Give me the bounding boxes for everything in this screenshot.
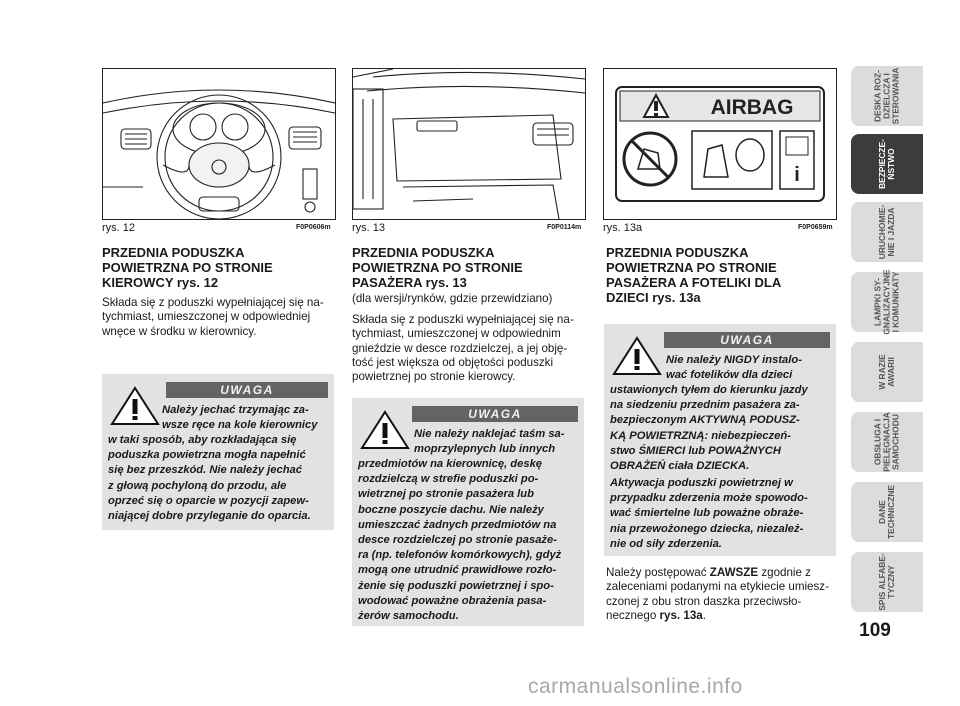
heading-line: PRZEDNIA PODUSZKA bbox=[606, 245, 749, 260]
page-number: 109 bbox=[859, 620, 891, 641]
warning-text bbox=[358, 457, 578, 624]
tab-dashboard-controls[interactable] bbox=[851, 66, 923, 126]
heading-line: PASAŻERA rys. 13 bbox=[352, 275, 467, 290]
warning-title: UWAGA bbox=[412, 406, 578, 422]
subheading-versions: (dla wersji/rynków, gdzie przewidziano) bbox=[352, 292, 553, 305]
tab-technical-data[interactable] bbox=[851, 482, 923, 542]
figure-code: F0P0659m bbox=[798, 224, 833, 231]
warning-text-lead bbox=[414, 427, 578, 457]
paragraph-driver-airbag bbox=[102, 296, 334, 339]
text-line: Należy jechać trzymając za- bbox=[162, 404, 309, 416]
text-line: gnieździe w desce rozdzielczej, a jej obję- bbox=[352, 341, 568, 355]
text-line: nie od siły zderzenia. bbox=[610, 537, 722, 550]
tab-label: OBSŁUGA I PIELĘGNACJA SAMOCHODU bbox=[872, 412, 901, 472]
text-line: umieszczać żadnych przedmiotów na bbox=[358, 518, 557, 531]
tab-warning-lights[interactable] bbox=[851, 269, 923, 335]
airbag-warning-label bbox=[604, 69, 836, 219]
warning-text-lead bbox=[162, 403, 328, 433]
text-span: necznego bbox=[606, 608, 657, 622]
tab-starting-driving[interactable] bbox=[851, 202, 923, 262]
text-line: żenie się poduszki powietrznej i spo- bbox=[358, 579, 554, 592]
text-line: Składa się z poduszki wypełniającej się na- bbox=[352, 313, 574, 326]
figure-reference: rys. 13a bbox=[659, 608, 703, 622]
figure-caption: rys. 13 bbox=[352, 222, 386, 234]
text-line: tychmiast, umieszczonej w odpowiednim bbox=[352, 327, 561, 341]
section-heading-driver-airbag bbox=[102, 245, 342, 290]
text-line: się bez przeszkód. Nie należy jechać bbox=[108, 464, 303, 477]
section-heading-passenger-airbag bbox=[352, 245, 592, 290]
paragraph-child-seats bbox=[606, 566, 838, 623]
text-line: bezpieczonym AKTYWNĄ PODUSZ- bbox=[610, 414, 800, 427]
text-line: ra (np. telefonów komórkowych), gdyż bbox=[358, 549, 562, 562]
tab-label: DESKA ROZ- DZIELCZA I STEROWANIA bbox=[872, 67, 901, 125]
text-line: stwo ŚMIERCI lub POWAŻNYCH bbox=[610, 444, 781, 457]
text-line: boczne poszycie dachu. Nie należy bbox=[358, 503, 544, 516]
warning-text-activation bbox=[610, 476, 830, 552]
warning-triangle-icon bbox=[110, 386, 160, 426]
paragraph-passenger-airbag bbox=[352, 313, 584, 384]
heading-line: DZIECI rys. 13a bbox=[606, 290, 701, 305]
figure-code: F0P0606m bbox=[296, 224, 331, 231]
text-line: KĄ POWIETRZNĄ: niebezpieczeń- bbox=[610, 429, 791, 442]
text-span: Należy postępować bbox=[606, 566, 707, 579]
text-line: Składa się z poduszki wypełniającej się na- bbox=[102, 296, 324, 309]
text-line: czonej z obu stron daszka przeciwsło- bbox=[606, 594, 802, 608]
text-line: żerów samochodu. bbox=[358, 610, 459, 623]
warning-box-passenger bbox=[352, 398, 584, 626]
text-span: . bbox=[702, 608, 706, 622]
tab-label: BEZPIECZE- ŃSTWO bbox=[877, 139, 896, 189]
warning-box-child-seats bbox=[604, 324, 836, 556]
text-line: w taki sposób, aby rozkładająca się bbox=[108, 434, 297, 446]
tab-maintenance[interactable] bbox=[851, 412, 923, 472]
figure-airbag-label bbox=[603, 68, 837, 220]
airbag-label-text: AIRBAG bbox=[710, 96, 794, 119]
text-line: wnęce w środku w kierownicy. bbox=[102, 324, 257, 338]
text-line: OBRAŻEŃ ciała DZIECKA. bbox=[610, 460, 750, 473]
steering-wheel-illustration bbox=[103, 69, 335, 219]
text-line: przedmiotów na kierownicę, deskę bbox=[358, 458, 543, 470]
text-line: mogą one utrudnić prawidłowe rozło- bbox=[358, 564, 557, 577]
tab-label: DANE TECHNICZNE bbox=[877, 485, 896, 539]
figure-code: F0P0114m bbox=[547, 224, 582, 231]
tab-emergency[interactable] bbox=[851, 342, 923, 402]
watermark: carmanualsonline.info bbox=[528, 675, 743, 698]
warning-text bbox=[610, 383, 830, 474]
text-line: Nie należy NIGDY instalo- bbox=[666, 354, 802, 366]
text-line: przypadku zderzenia może spowodo- bbox=[610, 492, 808, 505]
text-line: niającej dobre przyleganie do oparcia. bbox=[108, 510, 311, 523]
warning-triangle-icon bbox=[612, 336, 662, 376]
tab-label: LAMPKI SY- GNALIZACYJNE I KOMUNIKATY bbox=[872, 269, 901, 335]
heading-line: KIEROWCY rys. 12 bbox=[102, 275, 219, 290]
svg-text:i: i bbox=[794, 164, 800, 186]
text-line: powietrznej po stronie kierowcy. bbox=[352, 370, 516, 384]
heading-line: POWIETRZNA PO STRONIE bbox=[606, 260, 777, 275]
heading-line: POWIETRZNA PO STRONIE bbox=[352, 260, 523, 275]
heading-line: PRZEDNIA PODUSZKA bbox=[102, 245, 245, 260]
text-line: Aktywacja poduszki powietrznej w bbox=[610, 477, 793, 489]
figure-caption: rys. 12 bbox=[102, 222, 136, 234]
text-line: wodować poważne obrażenia pasa- bbox=[358, 594, 547, 607]
heading-line: PRZEDNIA PODUSZKA bbox=[352, 245, 495, 260]
heading-line: PASAŻERA A FOTELIKI DLA bbox=[606, 275, 782, 290]
text-line: zaleceniami podanymi na etykiecie umiesz- bbox=[606, 580, 829, 594]
tab-safety[interactable] bbox=[851, 134, 923, 194]
text-line: tychmiast, umieszczonej w odpowiedniej bbox=[102, 310, 311, 324]
text-line: wać śmiertelne lub poważne obraże- bbox=[610, 507, 804, 520]
text-line: desce rozdzielczej po stronie pasaże- bbox=[358, 534, 557, 547]
tab-label: URUCHOMIE- NIE I JAZDA bbox=[877, 204, 896, 260]
text-line: moprzylepnych lub innych bbox=[414, 443, 556, 456]
text-line: rozdzielczą w strefie poduszki po- bbox=[358, 473, 539, 486]
text-line bbox=[606, 566, 838, 580]
section-heading-child-seats bbox=[606, 245, 846, 305]
figure-caption: rys. 13a bbox=[603, 222, 643, 234]
warning-title: UWAGA bbox=[664, 332, 830, 348]
text-line: wsze ręce na kole kierownicy bbox=[162, 419, 318, 432]
tab-index[interactable] bbox=[851, 552, 923, 612]
dashboard-illustration bbox=[353, 69, 585, 219]
text-line: ustawionych tyłem do kierunku jazdy bbox=[610, 384, 808, 396]
text-line: wać fotelików dla dzieci bbox=[666, 369, 793, 382]
warning-title: UWAGA bbox=[166, 382, 328, 398]
text-line: tość jest większa od objętości poduszki bbox=[352, 355, 554, 369]
text-line: Nie należy naklejać taśm sa- bbox=[414, 428, 565, 440]
text-line: nia przewożonego dziecka, niezależ- bbox=[610, 522, 804, 535]
warning-text-lead bbox=[666, 353, 830, 383]
tab-label: W RAZIE AWARII bbox=[877, 354, 896, 390]
warning-text bbox=[108, 433, 328, 524]
text-line: oprzeć się o oparcie w pozycji zapew- bbox=[108, 494, 309, 507]
tab-label: SPIS ALFABE- TYCZNY bbox=[877, 553, 896, 611]
emphasis-always: ZAWSZE bbox=[709, 566, 759, 579]
text-span: zgodnie z bbox=[761, 566, 811, 579]
text-line: na siedzeniu przednim pasażera za- bbox=[610, 399, 800, 412]
text-line: z głową pochyloną do przodu, ale bbox=[108, 479, 287, 492]
warning-box-driver bbox=[102, 374, 334, 530]
text-line: wietrznej po stronie pasażera lub bbox=[358, 488, 534, 501]
text-line: poduszka powietrzna mogła napełnić bbox=[108, 449, 306, 462]
figure-steering-wheel bbox=[102, 68, 336, 220]
heading-line: POWIETRZNA PO STRONIE bbox=[102, 260, 273, 275]
warning-triangle-icon bbox=[360, 410, 410, 450]
figure-passenger-dashboard bbox=[352, 68, 586, 220]
text-line bbox=[606, 609, 838, 623]
